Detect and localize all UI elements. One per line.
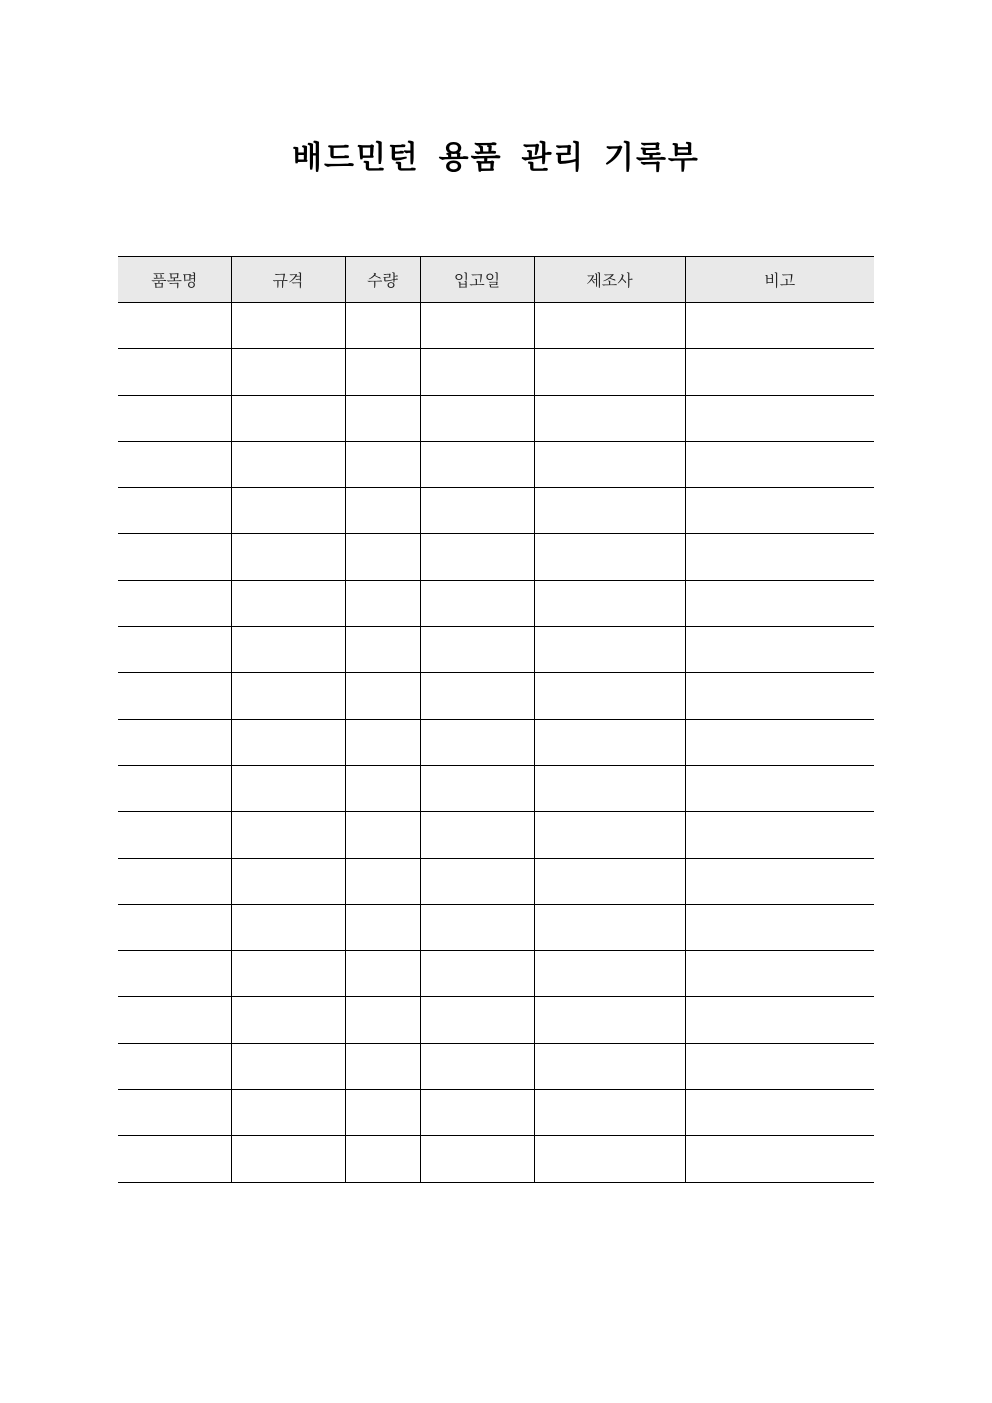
received-date-cell[interactable]	[420, 812, 534, 858]
manufacturer-cell[interactable]	[534, 1090, 685, 1136]
manufacturer-cell[interactable]	[534, 1136, 685, 1182]
spec-cell[interactable]	[231, 951, 345, 997]
item-name-cell[interactable]	[118, 719, 231, 765]
quantity-cell[interactable]	[345, 812, 420, 858]
remarks-cell[interactable]	[685, 580, 874, 626]
remarks-cell[interactable]	[685, 673, 874, 719]
spec-cell[interactable]	[231, 1136, 345, 1182]
manufacturer-cell[interactable]	[534, 951, 685, 997]
received-date-cell[interactable]	[420, 673, 534, 719]
header-item-name: 품목명	[118, 257, 231, 303]
received-date-cell[interactable]	[420, 1090, 534, 1136]
table-row	[118, 1136, 874, 1182]
received-date-cell[interactable]	[420, 904, 534, 950]
table-row	[118, 441, 874, 487]
table-row	[118, 488, 874, 534]
item-name-cell[interactable]	[118, 997, 231, 1043]
spec-cell[interactable]	[231, 1090, 345, 1136]
remarks-cell[interactable]	[685, 858, 874, 904]
item-name-cell[interactable]	[118, 951, 231, 997]
spec-cell[interactable]	[231, 303, 345, 349]
remarks-cell[interactable]	[685, 1043, 874, 1089]
item-name-cell[interactable]	[118, 441, 231, 487]
manufacturer-cell[interactable]	[534, 534, 685, 580]
table-row	[118, 349, 874, 395]
quantity-cell[interactable]	[345, 303, 420, 349]
manufacturer-cell[interactable]	[534, 441, 685, 487]
spec-cell[interactable]	[231, 395, 345, 441]
item-name-cell[interactable]	[118, 395, 231, 441]
table-row	[118, 673, 874, 719]
spec-cell[interactable]	[231, 812, 345, 858]
quantity-cell[interactable]	[345, 719, 420, 765]
spec-cell[interactable]	[231, 858, 345, 904]
spec-cell[interactable]	[231, 627, 345, 673]
item-name-cell[interactable]	[118, 1090, 231, 1136]
manufacturer-cell[interactable]	[534, 673, 685, 719]
item-name-cell[interactable]	[118, 1136, 231, 1182]
header-manufacturer: 제조사	[534, 257, 685, 303]
table-row	[118, 904, 874, 950]
spec-cell[interactable]	[231, 580, 345, 626]
item-name-cell[interactable]	[118, 349, 231, 395]
received-date-cell[interactable]	[420, 395, 534, 441]
item-name-cell[interactable]	[118, 858, 231, 904]
manufacturer-cell[interactable]	[534, 719, 685, 765]
item-name-cell[interactable]	[118, 904, 231, 950]
header-quantity: 수량	[345, 257, 420, 303]
spec-cell[interactable]	[231, 904, 345, 950]
item-name-cell[interactable]	[118, 673, 231, 719]
table-header-row	[118, 257, 874, 303]
table-row	[118, 858, 874, 904]
table-row	[118, 627, 874, 673]
received-date-cell[interactable]	[420, 997, 534, 1043]
received-date-cell[interactable]	[420, 488, 534, 534]
received-date-cell[interactable]	[420, 534, 534, 580]
received-date-cell[interactable]	[420, 1043, 534, 1089]
spec-cell[interactable]	[231, 1043, 345, 1089]
spec-cell[interactable]	[231, 534, 345, 580]
header-spec: 규격	[231, 257, 345, 303]
quantity-cell[interactable]	[345, 441, 420, 487]
spec-cell[interactable]	[231, 441, 345, 487]
remarks-cell[interactable]	[685, 534, 874, 580]
header-received-date: 입고일	[420, 257, 534, 303]
received-date-cell[interactable]	[420, 951, 534, 997]
remarks-cell[interactable]	[685, 303, 874, 349]
table-row	[118, 997, 874, 1043]
item-name-cell[interactable]	[118, 303, 231, 349]
quantity-cell[interactable]	[345, 997, 420, 1043]
table-row	[118, 534, 874, 580]
manufacturer-cell[interactable]	[534, 488, 685, 534]
spec-cell[interactable]	[231, 765, 345, 811]
spec-cell[interactable]	[231, 349, 345, 395]
quantity-cell[interactable]	[345, 488, 420, 534]
manufacturer-cell[interactable]	[534, 1043, 685, 1089]
remarks-cell[interactable]	[685, 1136, 874, 1182]
table-row	[118, 765, 874, 811]
equipment-log-table	[118, 256, 874, 1183]
quantity-cell[interactable]	[345, 1090, 420, 1136]
quantity-cell[interactable]	[345, 1043, 420, 1089]
manufacturer-cell[interactable]	[534, 997, 685, 1043]
manufacturer-cell[interactable]	[534, 395, 685, 441]
item-name-cell[interactable]	[118, 627, 231, 673]
header-remarks: 비고	[685, 257, 874, 303]
table-row	[118, 395, 874, 441]
received-date-cell[interactable]	[420, 580, 534, 626]
spec-cell[interactable]	[231, 673, 345, 719]
quantity-cell[interactable]	[345, 858, 420, 904]
manufacturer-cell[interactable]	[534, 858, 685, 904]
remarks-cell[interactable]	[685, 765, 874, 811]
quantity-cell[interactable]	[345, 765, 420, 811]
table-row	[118, 719, 874, 765]
quantity-cell[interactable]	[345, 627, 420, 673]
item-name-cell[interactable]	[118, 580, 231, 626]
table-row	[118, 1043, 874, 1089]
received-date-cell[interactable]	[420, 303, 534, 349]
remarks-cell[interactable]	[685, 997, 874, 1043]
table-row	[118, 303, 874, 349]
table-row	[118, 580, 874, 626]
table-row	[118, 812, 874, 858]
quantity-cell[interactable]	[345, 904, 420, 950]
quantity-cell[interactable]	[345, 580, 420, 626]
received-date-cell[interactable]	[420, 349, 534, 395]
received-date-cell[interactable]	[420, 1136, 534, 1182]
remarks-cell[interactable]	[685, 904, 874, 950]
manufacturer-cell[interactable]	[534, 627, 685, 673]
remarks-cell[interactable]	[685, 488, 874, 534]
remarks-cell[interactable]	[685, 441, 874, 487]
item-name-cell[interactable]	[118, 534, 231, 580]
quantity-cell[interactable]	[345, 349, 420, 395]
manufacturer-cell[interactable]	[534, 812, 685, 858]
quantity-cell[interactable]	[345, 951, 420, 997]
quantity-cell[interactable]	[345, 534, 420, 580]
received-date-cell[interactable]	[420, 719, 534, 765]
item-name-cell[interactable]	[118, 1043, 231, 1089]
quantity-cell[interactable]	[345, 1136, 420, 1182]
quantity-cell[interactable]	[345, 673, 420, 719]
received-date-cell[interactable]	[420, 627, 534, 673]
remarks-cell[interactable]	[685, 812, 874, 858]
table-row	[118, 1090, 874, 1136]
manufacturer-cell[interactable]	[534, 303, 685, 349]
manufacturer-cell[interactable]	[534, 580, 685, 626]
manufacturer-cell[interactable]	[534, 765, 685, 811]
document-title: 배드민턴 용품 관리 기록부	[292, 140, 700, 176]
item-name-cell[interactable]	[118, 765, 231, 811]
remarks-cell[interactable]	[685, 1090, 874, 1136]
manufacturer-cell[interactable]	[534, 349, 685, 395]
remarks-cell[interactable]	[685, 395, 874, 441]
spec-cell[interactable]	[231, 997, 345, 1043]
spec-cell[interactable]	[231, 488, 345, 534]
received-date-cell[interactable]	[420, 441, 534, 487]
quantity-cell[interactable]	[345, 395, 420, 441]
received-date-cell[interactable]	[420, 765, 534, 811]
item-name-cell[interactable]	[118, 812, 231, 858]
manufacturer-cell[interactable]	[534, 904, 685, 950]
remarks-cell[interactable]	[685, 627, 874, 673]
table-row	[118, 951, 874, 997]
item-name-cell[interactable]	[118, 488, 231, 534]
remarks-cell[interactable]	[685, 349, 874, 395]
remarks-cell[interactable]	[685, 951, 874, 997]
spec-cell[interactable]	[231, 719, 345, 765]
received-date-cell[interactable]	[420, 858, 534, 904]
remarks-cell[interactable]	[685, 719, 874, 765]
